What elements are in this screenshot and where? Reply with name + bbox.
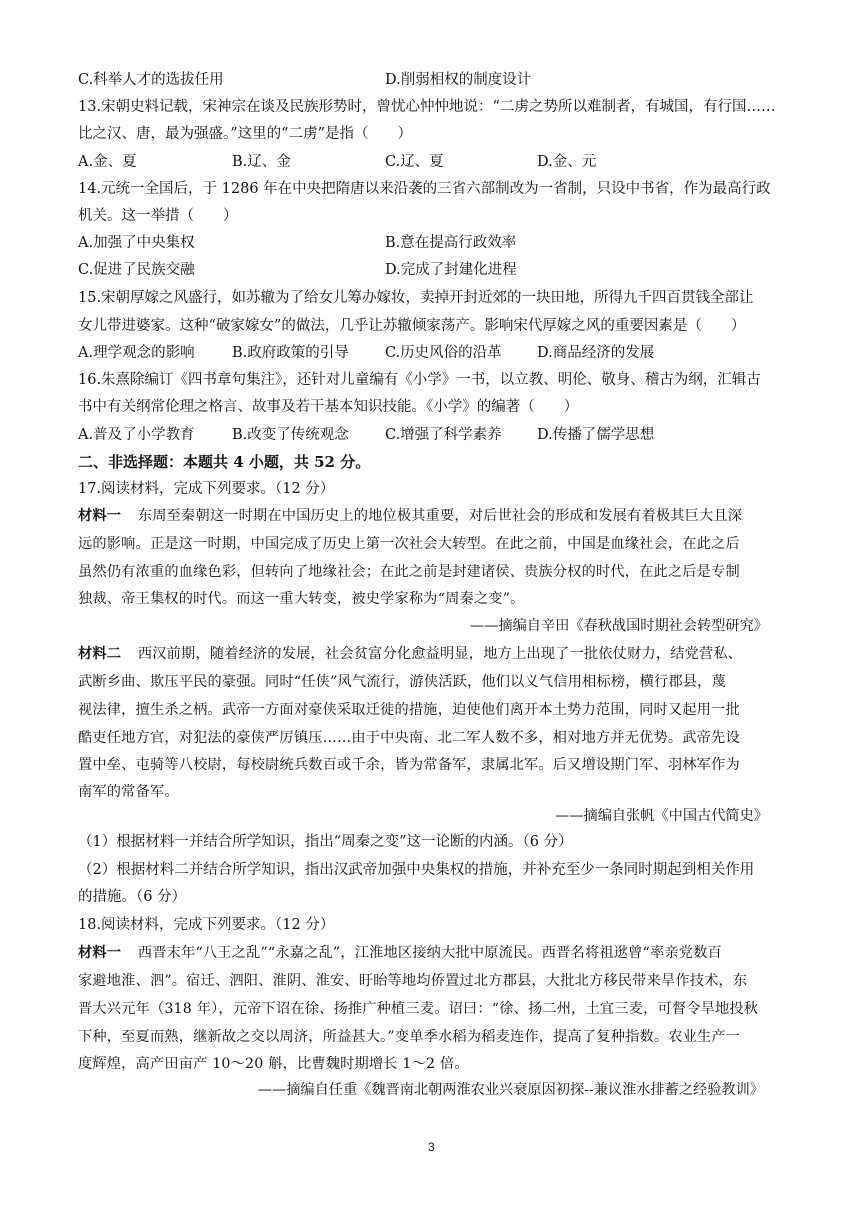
q17-title: 17.阅读材料，完成下列要求。（12 分） (78, 481, 335, 497)
material-text: 东周至秦朝这一时期在中国历史上的地位极其重要，对后世社会的形成和发展有着极其巨大且深 (137, 508, 743, 524)
q15-stem-line2: 女儿带进婆家。这种“破家嫁女”的做法，几乎让苏辙倾家荡产。影响宋代厚嫁之风的重要因素是（ ） (78, 318, 746, 334)
q14-stem-line2: 机关。这一举措（ ） (78, 208, 238, 224)
q16-stem-line2: 书中有关纲常伦理之格言、故事及若干基本知识技能。《小学》的编著（ ） (78, 399, 579, 415)
q16-option-b: B.改变了传统观念 (232, 427, 349, 443)
q13-option-c: C.辽、夏 (385, 154, 444, 170)
q18-material1-line3: 晋大兴元年（318 年），元帝下诏在徐、扬推广种植三麦。诏曰：“徐、扬二州，土宜三麦，可督令旱地投秋 (78, 1001, 759, 1017)
q13-stem-line2: 比之汉、唐，最为强盛。”这里的“二虏”是指（ ） (78, 126, 412, 142)
section-heading: 二、非选择题：本题共 4 小题，共 52 分。 (78, 453, 371, 471)
q18-title: 18.阅读材料，完成下列要求。（12 分） (78, 917, 335, 933)
q14-option-b: B.意在提高行政效率 (385, 235, 517, 251)
q17-requirement2-line2: 的措施。（6 分） (78, 889, 187, 905)
q17-material1-line3: 虽然仍有浓重的血缘色彩，但转向了地缘社会；在此之前是封建诸侯、贵族分权的时代，在此之后是专制 (78, 564, 740, 580)
q17-requirement1: （1）根据材料一并结合所学知识，指出“周秦之变”这一论断的内涵。（6 分） (78, 834, 573, 850)
q14-option-d: D.完成了封建化进程 (385, 262, 517, 278)
material-label: 材料二 (78, 646, 122, 662)
q18-material1-line1 (78, 943, 722, 963)
q17-material2-line1 (78, 644, 742, 664)
q17-material1-source: ——摘编自辛田《春秋战国时期社会转型研究》 (470, 618, 768, 634)
q15-option-b: B.政府政策的引导 (232, 345, 349, 361)
material-label: 材料一 (78, 945, 122, 961)
q16-option-a: A.普及了小学教育 (78, 427, 195, 443)
q13-option-d: D.金、元 (537, 154, 597, 170)
q15-option-d: D.商品经济的发展 (537, 345, 655, 361)
q14-option-c: C.促进了民族交融 (78, 262, 195, 278)
material-label: 材料一 (78, 508, 122, 524)
q15-stem-line1: 15.宋朝厚嫁之风盛行，如苏辙为了给女儿筹办嫁妆，卖掉开封近郊的一块田地，所得九千四百贯钱全部让 (78, 290, 754, 306)
page-number: 3 (428, 1140, 435, 1154)
q12-option-c: C.科举人才的选拔任用 (78, 72, 224, 88)
q17-material1-line2: 远的影响。正是这一时期，中国完成了历史上第一次社会大转型。在此之前，中国是血缘社会，在此之后 (78, 536, 740, 552)
q18-material1-line2: 家避地淮、泗”。宿迁、泗阳、淮阴、淮安、盱眙等地均侨置过北方郡县，大批北方移民带来旱作技术，东 (78, 973, 748, 989)
q13-stem-line1: 13.宋朝史料记载，宋神宗在谈及民族形势时，曾忧心忡忡地说：“二虏之势所以难制者，有城国，有行国…… (78, 99, 776, 115)
q15-option-c: C.历史风俗的沿革 (385, 345, 502, 361)
q13-option-a: A.金、夏 (78, 154, 137, 170)
q17-material1-line4: 独裁、帝王集权的时代。而这一重大转变，被史学家称为“周秦之变”。 (78, 591, 525, 607)
q14-option-a: A.加强了中央集权 (78, 235, 195, 251)
q14-stem-line1: 14.元统一全国后，于 1286 年在中央把隋唐以来沿袭的三省六部制改为一省制，只设中书省，作为最高行政 (78, 181, 771, 197)
q18-material1-line5: 度辉煌，高产田亩产 10～20 斛，比曹魏时期增长 1～2 倍。 (78, 1056, 469, 1072)
q16-stem-line1: 16.朱熹除编订《四书章句集注》，还针对儿童编有《小学》一书，以立教、明伦、敬身、稽古为纲，汇辑古 (78, 372, 761, 388)
q18-material1-line4: 下种，至夏而熟，继新故之交以周济，所益甚大。”变单季水稻为稻麦连作，提高了复种指数。农业生产一 (78, 1029, 741, 1045)
q17-material2-line6: 南军的常备军。 (78, 784, 179, 800)
q12-option-d: D.削弱相权的制度设计 (385, 72, 532, 88)
q16-option-c: C.增强了科学素养 (385, 427, 502, 443)
q17-material2-line5: 置中垒、屯骑等八校尉，每校尉统兵数百或千余，皆为常备军，隶属北军。后又增设期门军、羽林军作为 (78, 757, 740, 773)
q17-material2-line3: 视法律，擅生杀之柄。武帝一方面对豪侠采取迁徙的措施，迫使他们离开本土势力范围，同时又起用一批 (78, 702, 740, 718)
q17-material2-source: ——摘编自张帆《中国古代简史》 (555, 808, 768, 824)
q17-material1-line1 (78, 506, 742, 526)
q17-material2-line4: 酷吏任地方官，对犯法的豪侠严厉镇压……由于中央南、北二军人数不多，相对地方并无优势。武帝先设 (78, 730, 740, 746)
q16-option-d: D.传播了儒学思想 (537, 427, 655, 443)
q15-option-a: A.理学观念的影响 (78, 345, 195, 361)
q17-requirement2-line1: （2）根据材料二并结合所学知识，指出汉武帝加强中央集权的措施，并补充至少一条同时期起到相关作用 (78, 862, 755, 878)
q13-option-b: B.辽、金 (232, 154, 291, 170)
q18-material1-source: ——摘编自任重《魏晋南北朝两淮农业兴衰原因初探--兼议淮水排蓄之经验教训》 (257, 1082, 764, 1098)
material-text: 西晋末年“八王之乱”“永嘉之乱”，江淮地区接纳大批中原流民。西晋名将祖逖曾“率亲党数百 (137, 945, 722, 961)
material-text: 西汉前期，随着经济的发展，社会贫富分化愈益明显，地方上出现了一批依仗财力，结党营私、 (137, 646, 743, 662)
q17-material2-line2: 武断乡曲、欺压平民的豪强。同时“任侠”风气流行，游侠活跃，他们以义气信用相标榜，横行郡县，蔑 (78, 674, 726, 690)
